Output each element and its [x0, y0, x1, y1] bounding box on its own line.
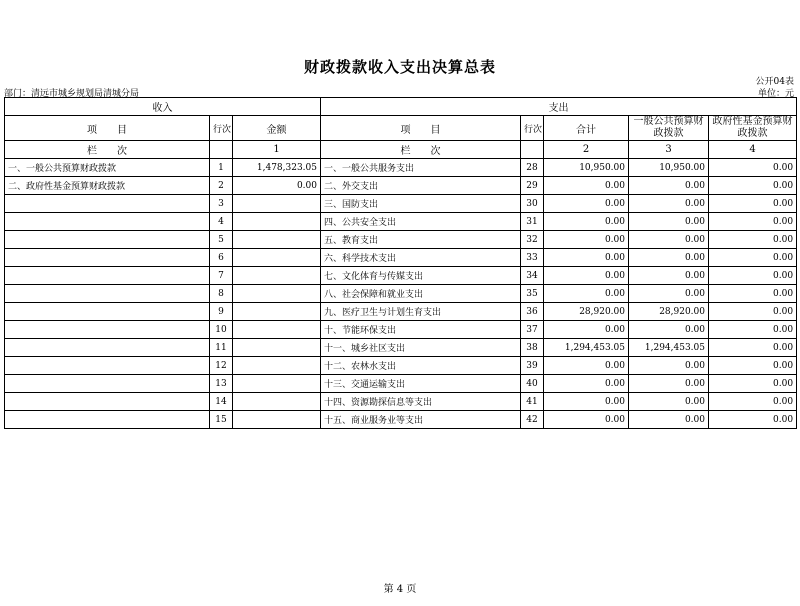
- expense-line-no-cell: 32: [521, 231, 544, 249]
- income-line-no-cell: 5: [210, 231, 233, 249]
- table-row: [5, 231, 797, 249]
- income-amount-cell: [233, 267, 321, 285]
- total-cell: 0.00: [544, 285, 629, 303]
- income-amount-cell: [233, 231, 321, 249]
- income-amount-cell: [233, 285, 321, 303]
- income-line-no-cell: 6: [210, 249, 233, 267]
- expense-line-no-cell: 37: [521, 321, 544, 339]
- fund-budget-cell: 0.00: [709, 357, 797, 375]
- expense-header: 支出: [321, 98, 797, 116]
- income-amount-cell: [233, 411, 321, 429]
- expense-line-no-cell: 31: [521, 213, 544, 231]
- col-number-1: 1: [233, 141, 321, 159]
- total-cell: 0.00: [544, 321, 629, 339]
- income-amount-cell: [233, 375, 321, 393]
- total-cell: 0.00: [544, 195, 629, 213]
- income-item-header: 项 目: [5, 116, 210, 141]
- table-row: [5, 195, 797, 213]
- income-col-label: 栏 次: [5, 141, 210, 159]
- table-row: [5, 213, 797, 231]
- general-budget-cell: 10,950.00: [629, 159, 709, 177]
- fund-budget-cell: 0.00: [709, 267, 797, 285]
- income-line-no-cell: 11: [210, 339, 233, 357]
- amount-header: 金额: [233, 116, 321, 141]
- income-amount-cell: [233, 213, 321, 231]
- expense-item-cell: 九、医疗卫生与计划生育支出: [321, 303, 521, 321]
- general-budget-cell: 0.00: [629, 321, 709, 339]
- income-item-cell: 一、一般公共预算财政拨款: [5, 159, 210, 177]
- general-budget-cell: 0.00: [629, 195, 709, 213]
- table-row: [5, 375, 797, 393]
- income-item-cell: [5, 303, 210, 321]
- income-amount-cell: 1,478,323.05: [233, 159, 321, 177]
- expense-item-cell: 十、节能环保支出: [321, 321, 521, 339]
- income-line-no-cell: 12: [210, 357, 233, 375]
- header-row-columns: [5, 116, 797, 141]
- expense-item-cell: 七、文化体育与传媒支出: [321, 267, 521, 285]
- expense-item-cell: 八、社会保障和就业支出: [321, 285, 521, 303]
- fund-budget-cell: 0.00: [709, 285, 797, 303]
- general-budget-cell: 0.00: [629, 393, 709, 411]
- expense-col-label: 栏 次: [321, 141, 521, 159]
- general-budget-cell: 0.00: [629, 231, 709, 249]
- table-row: [5, 267, 797, 285]
- income-line-no-cell: 7: [210, 267, 233, 285]
- expense-line-no-cell: 36: [521, 303, 544, 321]
- expense-line-no-cell: 42: [521, 411, 544, 429]
- col-number-2: 2: [544, 141, 629, 159]
- income-item-cell: [5, 213, 210, 231]
- income-item-cell: [5, 411, 210, 429]
- table-row: [5, 321, 797, 339]
- income-line-no-cell: 14: [210, 393, 233, 411]
- expense-line-no-cell: 29: [521, 177, 544, 195]
- income-line-no-cell: 1: [210, 159, 233, 177]
- expense-line-no-cell: 30: [521, 195, 544, 213]
- income-amount-cell: [233, 357, 321, 375]
- total-cell: 0.00: [544, 213, 629, 231]
- form-code: 公开04表: [755, 77, 794, 87]
- total-cell: 0.00: [544, 249, 629, 267]
- total-cell: 0.00: [544, 231, 629, 249]
- expense-item-cell: 二、外交支出: [321, 177, 521, 195]
- income-item-cell: [5, 195, 210, 213]
- income-line-no-cell: 9: [210, 303, 233, 321]
- income-line-no-cell: 13: [210, 375, 233, 393]
- income-item-cell: [5, 285, 210, 303]
- expense-line-no-cell: 28: [521, 159, 544, 177]
- expense-line-no-cell: 34: [521, 267, 544, 285]
- header-row-sections: [5, 98, 797, 116]
- page-number: 第 4 页: [383, 584, 417, 595]
- fund-budget-cell: 0.00: [709, 159, 797, 177]
- table-row: [5, 303, 797, 321]
- table-row: [5, 159, 797, 177]
- expense-item-cell: 一、一般公共服务支出: [321, 159, 521, 177]
- department-label: 部门：清远市城乡规划局清城分局: [4, 89, 140, 99]
- table-row: [5, 285, 797, 303]
- income-item-cell: [5, 357, 210, 375]
- table-row: [5, 177, 797, 195]
- fund-budget-cell: 0.00: [709, 303, 797, 321]
- fund-budget-cell: 0.00: [709, 249, 797, 267]
- income-amount-cell: [233, 339, 321, 357]
- income-item-cell: [5, 321, 210, 339]
- income-item-cell: [5, 231, 210, 249]
- general-budget-cell: 0.00: [629, 285, 709, 303]
- expense-line-no-cell: 39: [521, 357, 544, 375]
- table-row: [5, 357, 797, 375]
- general-budget-cell: 0.00: [629, 267, 709, 285]
- general-budget-cell: 0.00: [629, 357, 709, 375]
- income-item-cell: [5, 393, 210, 411]
- fund-budget-cell: 0.00: [709, 375, 797, 393]
- expense-item-cell: 四、公共安全支出: [321, 213, 521, 231]
- col-number-3: 3: [629, 141, 709, 159]
- fund-budget-cell: 0.00: [709, 213, 797, 231]
- income-line-no-cell: 8: [210, 285, 233, 303]
- total-cell: 0.00: [544, 357, 629, 375]
- total-cell: 0.00: [544, 375, 629, 393]
- income-amount-cell: [233, 393, 321, 411]
- col-number-4: 4: [709, 141, 797, 159]
- expense-item-cell: 五、教育支出: [321, 231, 521, 249]
- income-amount-cell: [233, 195, 321, 213]
- expense-item-cell: 六、科学技术支出: [321, 249, 521, 267]
- expense-item-header: 项 目: [321, 116, 521, 141]
- total-cell: 10,950.00: [544, 159, 629, 177]
- general-budget-cell: 1,294,453.05: [629, 339, 709, 357]
- income-amount-cell: 0.00: [233, 177, 321, 195]
- general-budget-cell: 0.00: [629, 411, 709, 429]
- general-budget-cell: 0.00: [629, 249, 709, 267]
- fund-budget-cell: 0.00: [709, 321, 797, 339]
- fund-budget-cell: 0.00: [709, 411, 797, 429]
- general-budget-cell: 0.00: [629, 213, 709, 231]
- expense-line-no-cell: 40: [521, 375, 544, 393]
- fund-budget-cell: 0.00: [709, 393, 797, 411]
- report-title: 财政拨款收入支出决算总表: [303, 58, 496, 76]
- income-amount-cell: [233, 303, 321, 321]
- income-line-no-header: 行次: [210, 116, 233, 141]
- expense-item-cell: 十二、农林水支出: [321, 357, 521, 375]
- total-cell: 0.00: [544, 177, 629, 195]
- fund-budget-cell: 0.00: [709, 195, 797, 213]
- total-cell: 1,294,453.05: [544, 339, 629, 357]
- expense-line-no-cell: 33: [521, 249, 544, 267]
- income-line-no-cell: 4: [210, 213, 233, 231]
- expense-line-no-cell: 35: [521, 285, 544, 303]
- income-amount-cell: [233, 249, 321, 267]
- expense-line-no-cell: 41: [521, 393, 544, 411]
- table-row: [5, 411, 797, 429]
- table-row: [5, 249, 797, 267]
- income-item-cell: [5, 267, 210, 285]
- total-cell: 0.00: [544, 393, 629, 411]
- expense-line-no-cell: 38: [521, 339, 544, 357]
- total-cell: 0.00: [544, 267, 629, 285]
- table-row: [5, 393, 797, 411]
- expense-item-cell: 十四、资源勘探信息等支出: [321, 393, 521, 411]
- income-amount-cell: [233, 321, 321, 339]
- income-line-no-cell: 3: [210, 195, 233, 213]
- income-item-cell: 二、政府性基金预算财政拨款: [5, 177, 210, 195]
- income-line-no-cell: 10: [210, 321, 233, 339]
- expense-item-cell: 三、国防支出: [321, 195, 521, 213]
- general-budget-cell: 28,920.00: [629, 303, 709, 321]
- expense-item-cell: 十三、交通运输支出: [321, 375, 521, 393]
- income-header: 收入: [5, 98, 321, 116]
- income-item-cell: [5, 339, 210, 357]
- general-budget-cell: 0.00: [629, 375, 709, 393]
- total-header: 合计: [544, 116, 629, 141]
- fund-budget-header: 政府性基金预算财政拨款: [709, 116, 797, 141]
- income-item-cell: [5, 249, 210, 267]
- general-budget-cell: 0.00: [629, 177, 709, 195]
- fund-budget-cell: 0.00: [709, 339, 797, 357]
- general-budget-header: 一般公共预算财政拨款: [629, 116, 709, 141]
- income-item-cell: [5, 375, 210, 393]
- header-row-column-numbers: [5, 141, 797, 159]
- total-cell: 0.00: [544, 411, 629, 429]
- fund-budget-cell: 0.00: [709, 177, 797, 195]
- expense-item-cell: 十一、城乡社区支出: [321, 339, 521, 357]
- table-row: [5, 339, 797, 357]
- income-line-no-cell: 2: [210, 177, 233, 195]
- report-table: [4, 97, 797, 429]
- expense-item-cell: 十五、商业服务业等支出: [321, 411, 521, 429]
- fund-budget-cell: 0.00: [709, 231, 797, 249]
- total-cell: 28,920.00: [544, 303, 629, 321]
- income-line-no-cell: 15: [210, 411, 233, 429]
- expense-line-no-header: 行次: [521, 116, 544, 141]
- unit-label: 单位：元: [757, 89, 794, 99]
